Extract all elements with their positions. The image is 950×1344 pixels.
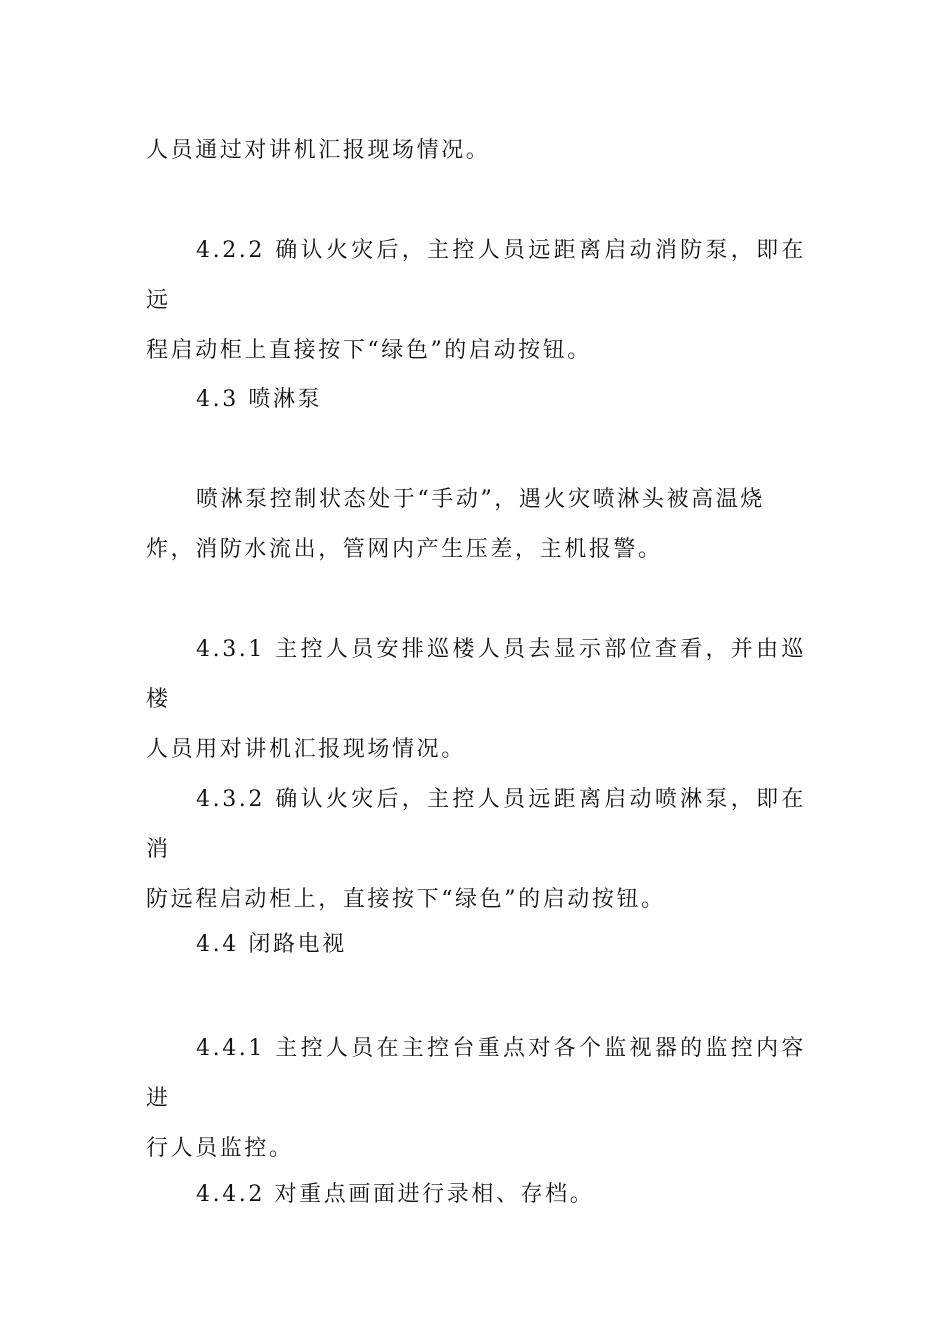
paragraph-4-2-2 <box>146 226 806 376</box>
paragraph-4-4-2 <box>146 1170 806 1220</box>
paragraph-line: 炸，消防水流出，管网内产生压差，主机报警。 <box>146 537 663 562</box>
section-heading-4-4 <box>146 920 806 970</box>
section-heading-text: 4.4 闭路电视 <box>196 932 347 957</box>
section-heading-4-3 <box>146 375 806 425</box>
paragraph-line: 行人员监控。 <box>146 1136 294 1161</box>
paragraph-intercom-report <box>146 126 806 176</box>
paragraph-4-4-1 <box>146 1024 806 1174</box>
paragraph-line: 4.4.1 主控人员在主控台重点对各个监视器的监控内容进 <box>146 1036 806 1111</box>
paragraph-4-3-2 <box>146 775 806 925</box>
paragraph-4-3-1 <box>146 625 806 775</box>
paragraph-line: 防远程启动柜上，直接按下“绿色”的启动按钮。 <box>146 887 666 912</box>
paragraph-sprinkler-manual <box>146 475 806 575</box>
paragraph-line: 程启动柜上直接按下“绿色”的启动按钮。 <box>146 338 592 363</box>
paragraph-line: 喷淋泵控制状态处于“手动”，遇火灾喷淋头被高温烧 <box>196 487 765 512</box>
paragraph-line: 人员用对讲机汇报现场情况。 <box>146 737 466 762</box>
paragraph-line: 人员通过对讲机汇报现场情况。 <box>146 138 491 163</box>
paragraph-line: 4.3.2 确认火灾后，主控人员远距离启动喷淋泵，即在消 <box>146 787 806 862</box>
section-heading-text: 4.3 喷淋泵 <box>196 387 323 412</box>
paragraph-line: 4.2.2 确认火灾后，主控人员远距离启动消防泵，即在远 <box>146 238 806 313</box>
paragraph-line: 4.4.2 对重点画面进行录相、存档。 <box>196 1182 595 1207</box>
paragraph-line: 4.3.1 主控人员安排巡楼人员去显示部位查看，并由巡楼 <box>146 637 806 712</box>
